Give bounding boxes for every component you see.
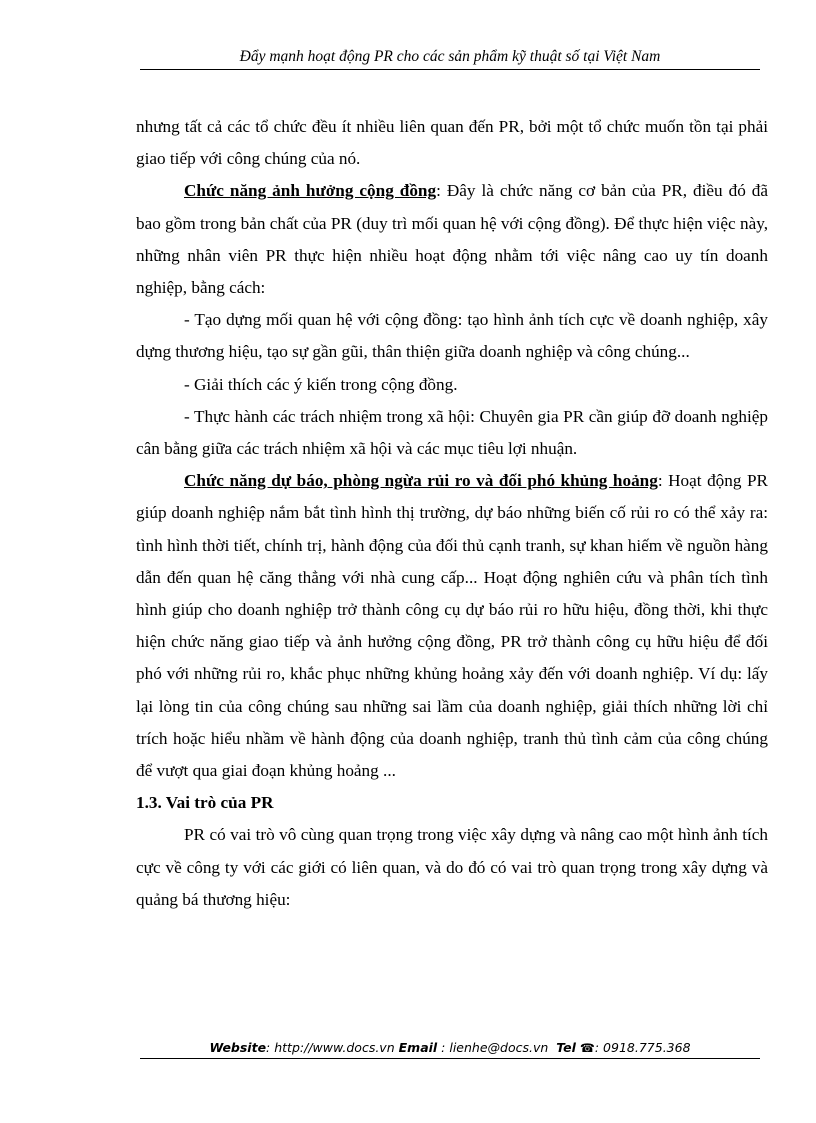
phone-icon: ☎ [579,1041,595,1055]
paragraph-risk-function [136,465,768,787]
footer-website-label: Website [209,1040,267,1055]
footer-tel-label: Tel [556,1040,576,1055]
community-function-colon: : [436,181,441,201]
risk-function-text: Hoạt động PR giúp doanh nghiệp nắm bắt tình hình thị trường, dự báo những biến cố rủi ro có thể xảy ra: tình hình thời tiết, chính trị, hành động của đối thủ cạnh tranh, sự khan hiếm về nguồn hàng dẫn đến quan hệ căng thẳng với nhà cung cấp... Hoạt động nghiên cứu và phân tích tình hình giúp cho doanh nghiệp trở thành công cụ dự báo rủi ro hữu hiệu, đồng thời, khi thực hiện chức năng giao tiếp và ảnh hưởng cộng đồng, PR trở thành công cụ hữu hiệu để đối phó với những rủi ro, khắc phục những khủng hoảng xảy đến với doanh nghiệp. Ví dụ: lấy lại lòng tin của công chúng sau những sai lầm của doanh nghiệp, giải thích những lời chỉ trích hoặc hiểu nhầm về hành động của doanh nghiệp, tranh thủ tình cảm của công chúng để vượt qua giai đoạn khủng hoảng ... [136,471,768,781]
risk-function-label: Chức năng dự báo, phòng ngừa rủi ro và đối phó khủng hoảng [184,471,658,491]
bullet-explain-opinions: - Giải thích các ý kiến trong cộng đồng. [184,374,458,394]
bullet-social-responsibility: - Thực hành các trách nhiệm trong xã hội: Chuyên gia PR cần giúp đỡ doanh nghiệp cân bằng giữa các trách nhiệm xã hội và các mục tiêu lợi nhuận. [136,406,768,459]
footer-email-link[interactable]: : lienhe@docs.vn [437,1040,549,1055]
community-function-text: Đây là chức năng cơ bản của PR, điều đó đã bao gồm trong bản chất của PR (duy trì mối quan hệ với cộng đồng). Để thực hiện việc này, những nhân viên PR thực hiện nhiều hoạt động nhằm tới việc nâng cao uy tín doanh nghiệp, bằng cách: [136,181,768,298]
header-title: Đẩy mạnh hoạt động PR cho các sản phẩm kỹ thuật số tại Việt Nam [239,48,661,65]
bullet-relationship: - Tạo dựng mối quan hệ với cộng đồng: tạo hình ảnh tích cực về doanh nghiệp, xây dựng thương hiệu, tạo sự gần gũi, thân thiện giữa doanh nghiệp và công chúng... [136,310,768,362]
paragraph-role: PR có vai trò vô cùng quan trọng trong việc xây dựng và nâng cao một hình ảnh tích cực về công ty với các giới có liên quan, và do đó có vai trò quan trọng trong xây dựng và quảng bá thương hiệu: [136,825,768,909]
footer-website-link[interactable]: : http://www.docs.vn [266,1040,395,1055]
paragraph-community-function [136,175,768,304]
footer-email-label: Email [398,1040,438,1055]
footer-tel-value: : 0918.775.368 [594,1040,691,1055]
page-footer [140,1040,760,1059]
paragraph-intro: nhưng tất cả các tổ chức đều ít nhiều liên quan đến PR, bởi một tổ chức muốn tồn tại phải giao tiếp với công chúng của nó. [136,117,768,169]
risk-function-colon: : [657,471,663,491]
page-header [140,48,760,70]
document-body [136,111,768,916]
community-function-label: Chức năng ảnh hưởng cộng đồng [184,181,437,201]
section-heading: 1.3. Vai trò của PR [136,793,274,813]
